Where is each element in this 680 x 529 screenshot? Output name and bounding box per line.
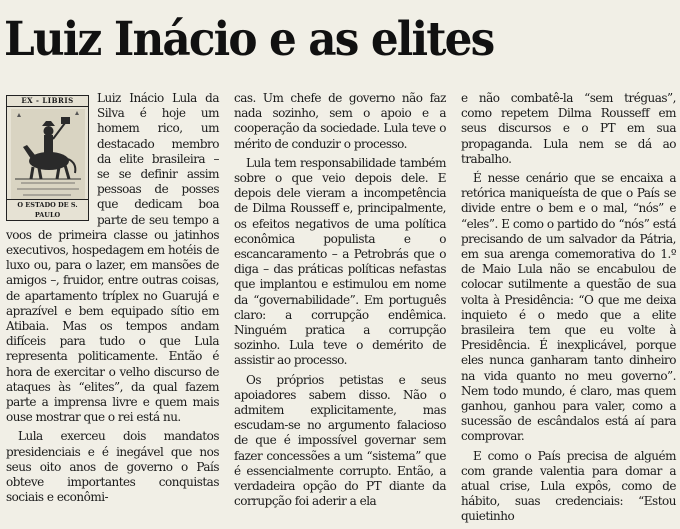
paragraph: cas. Um chefe de governo não faz nada sozinho, sem o apoio e a cooperação da sociedade. Lula teve o mérito de conduzir o processo. [234, 91, 446, 151]
paragraph: e não combatê-la “sem tréguas”, como repetem Dilma Rousseff em seus discursos e o PT em sua propaganda. Lula nem se dá ao trabalho. [461, 91, 676, 166]
article-column-2 [234, 91, 446, 513]
article-column-3 [461, 91, 676, 529]
paragraph: Os próprios petistas e seus apoiadores sabem disso. Não o admitem explicitamente, mas escudam-se no argumento falacioso de que é impossível governar sem fazer concessões a um “sistema” que é essencialmente corrupto. Então, a verdadeira opção do PT diante da corrupção foi aderir a ela [234, 372, 446, 509]
ex-libris-emblem [6, 95, 89, 221]
headline: Luiz Inácio e as elites [4, 12, 494, 67]
horseman-illustration-icon [11, 109, 85, 205]
paragraph: É nesse cenário que se encaixa a retórica maniqueísta de que o País se divide entre o bem e o mal, “nós” e “eles”. E como o partido do “nós” está precisando de um salvador da Pátria, em sua arenga comemorativa do 1.º de Maio Lula não se encabulou de colocar sutilmente a questão de sua volta à Presidência: “O que me deixa inquieto é o medo que a elite brasileira tem que eu volte à Presidência. É inexplicável, porque eles nunca ganharam tanto dinheiro na vida quanto no meu governo”. Nem todo mundo, é claro, mas quem ganhou, ganhou para valer, como a sucessão de escândalos está aí para comprovar. [461, 171, 676, 444]
ex-libris-caption: O ESTADO DE S. PAULO [7, 199, 88, 220]
paragraph: Lula exerceu dois mandatos presidenciais e é inegável que nos seus oito anos de governo o País obteve importantes conquistas sociais e econômi- [6, 429, 219, 505]
ex-libris-label: EX - LIBRIS [7, 96, 88, 107]
paragraph: E como o País precisa de alguém com grande valentia para domar a atual crise, Lula expôs, como de hábito, suas credenciais: “Estou quietinho [461, 448, 676, 524]
paragraph: Lula tem responsabilidade também sobre o que veio depois dele. E depois dele vieram a incompetência de Dilma Rousseff e, principalmente, os efeitos negativos de uma política econômica populista e o escancaramento – a Petrobrás que o diga – das práticas políticas nefastas que implantou e estimulou em nome da “governabilidade”. Em português claro: a corrupção endêmica. Ninguém pratica a corrupção sozinho. Lula teve o demérito de assistir ao processo. [234, 155, 446, 368]
paragraph: Luiz Inácio Lula da Silva é hoje um homem rico, um destacado membro da elite brasileira – se se definir assim pessoas de posses que dedicam boa parte de seu tempo a voos de primeira classe ou jatinhos executivos, hospedagem em hotéis de luxo ou, para o lazer, em mansões de amigos –, fruidor, entre outras coisas, de apartamento tríplex no Guarujá e aprazível e bem equipado sítio em Atibaia. Mas os tempos andam difíceis para tudo o que Lula representa politicamente. Então é hora de exercitar o velho discurso de ataques às “elites”, da qual fazem parte a imprensa livre e quem mais ouse mostrar que o rei está nu. [6, 91, 219, 425]
article-column-1 [6, 91, 219, 509]
